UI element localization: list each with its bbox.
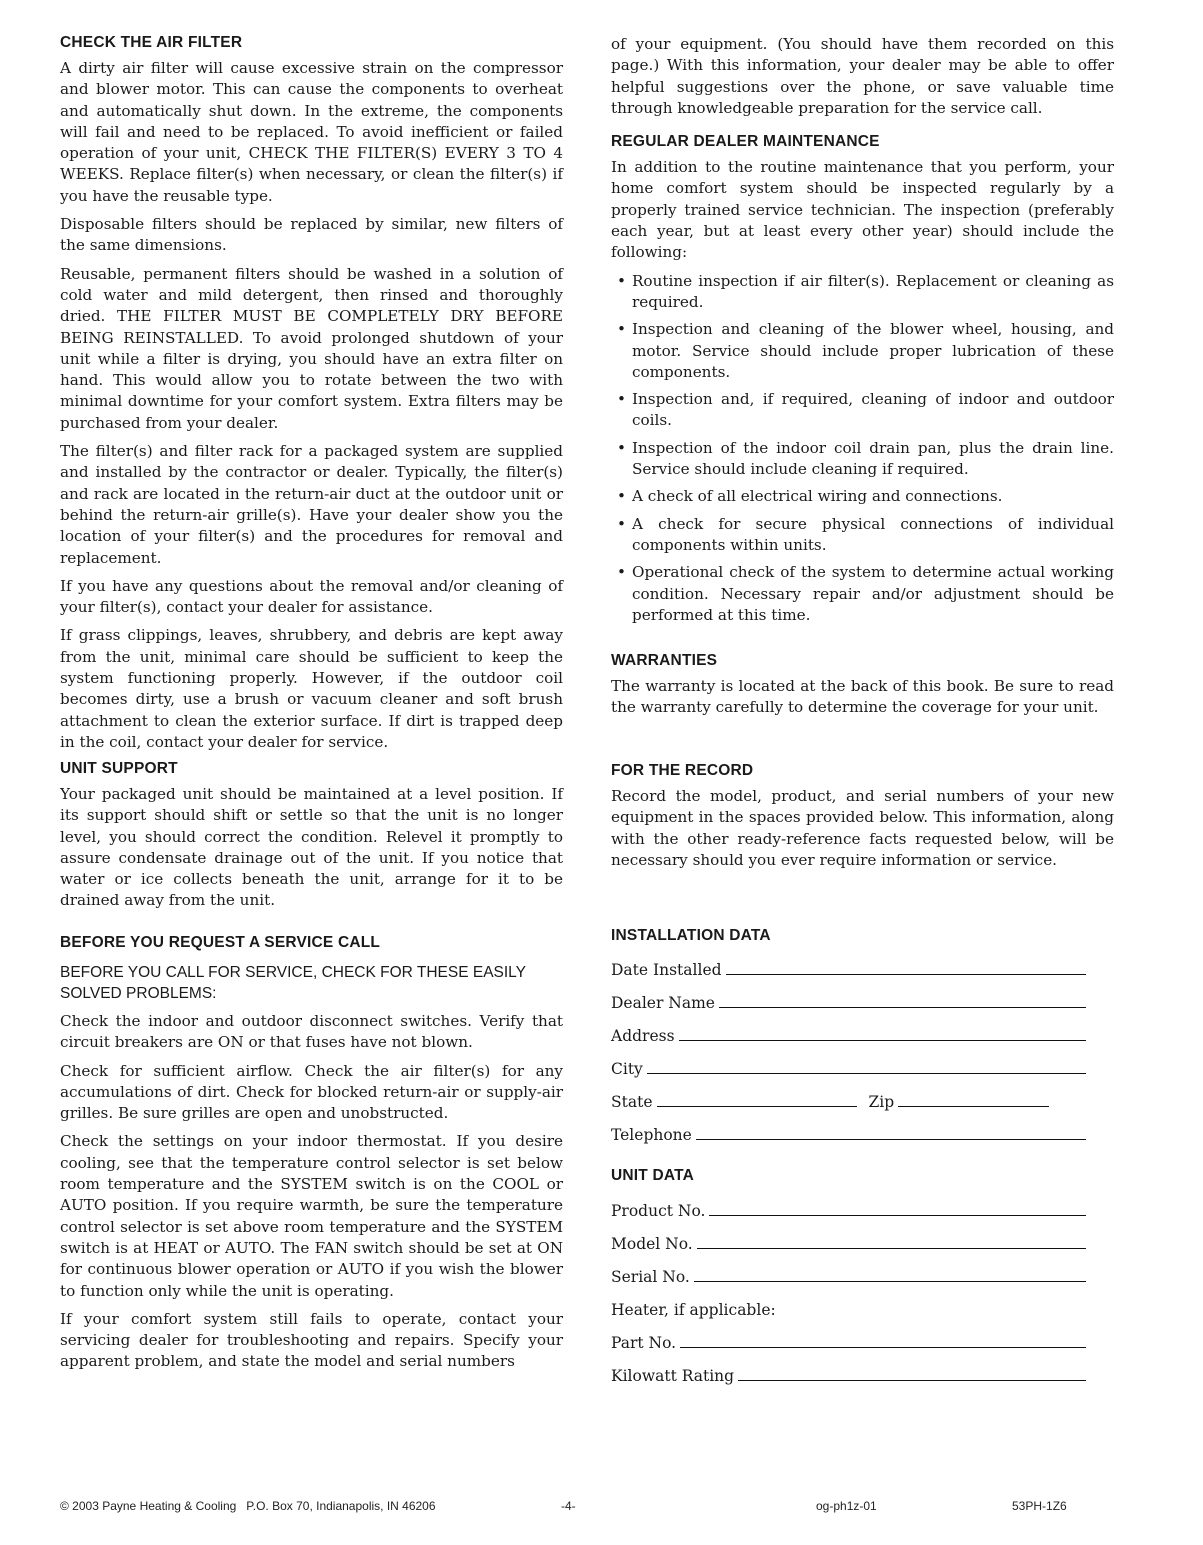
record-paragraph: Record the model, product, and serial numbers of your new equipment in the spaces provided below. This information, along with the other ready-reference facts requested below, will be necessary should you ever require information or service. (611, 787, 1114, 869)
data-form (611, 927, 1114, 1447)
kilowatt-rating-line[interactable] (738, 1380, 1086, 1381)
address-label: Address (611, 1027, 675, 1045)
state-line[interactable] (657, 1106, 857, 1107)
filter-paragraph-3: Reusable, permanent filters should be washed in a solution of cold water and mild detergent, then rinsed and thoroughly dried. THE FILTER MUST BE COMPLETELY DRY BEFORE BEING REINSTALLED. To avoid prolonged shutdown of your unit while a filter is drying, you should have an extra filter on hand. This would allow you to rotate between the two with minimal downtime for your comfort system. Extra filters may be purchased from your dealer. (60, 264, 563, 432)
support-paragraph: Your packaged unit should be maintained at a level position. If its support should shift or settle so that the unit is no longer level, you should correct the condition. Relevel it promptly to assure condensate drainage out of the unit. If you notice that water or ice collects beneath the unit, arrange for it to be drained away from the unit. (60, 785, 563, 910)
part-no-label: Part No. (611, 1334, 677, 1352)
record-section (611, 762, 1114, 878)
filter-heading: CHECK THE AIR FILTER (60, 34, 243, 51)
footer-copyright: © 2003 Payne Heating & Cooling P.O. Box 70, Indianapolis, IN 46206 (60, 1499, 436, 1513)
service-paragraph-3: Check the settings on your indoor thermostat. If you desire cooling, see that the temperature control selector is set below room temperature and the SYSTEM switch is on the COOL or AUTO position. If you require warmth, be sure the temperature control selector is set above room temperature and the SYSTEM switch is at HEAT or AUTO. The FAN switch should be set at ON for continuous blower operation or AUTO if you wish the blower to function only while the unit is operating. (60, 1132, 563, 1300)
continued-paragraph: of your equipment. (You should have them recorded on this page.) With this information, your dealer may be able to offer helpful suggestions over the phone, or save valuable time through knowledgeable preparation for the service call. (611, 35, 1114, 117)
record-heading: FOR THE RECORD (611, 762, 754, 779)
list-item: • A check for secure physical connections of individual components within units. (611, 514, 1114, 557)
list-item: • Inspection of the indoor coil drain pan, plus the drain line. Service should include cleaning if required. (611, 438, 1114, 481)
warranties-section (611, 652, 1114, 726)
maintenance-paragraph: In addition to the routine maintenance that you perform, your home comfort system should be inspected regularly by a properly trained service technician. The inspection (preferably each year, but at least every other year) should include the following: (611, 158, 1114, 262)
footer-doc-code: og-ph1z-01 (816, 1499, 877, 1513)
maintenance-list (611, 271, 1114, 626)
state-label: State (611, 1093, 653, 1111)
model-no-line[interactable] (697, 1248, 1086, 1249)
dealer-name-line[interactable] (719, 1007, 1086, 1008)
service-section (60, 934, 563, 1380)
heater-label-row (611, 1297, 1086, 1319)
warranties-paragraph: The warranty is located at the back of this book. Be sure to read the warranty carefully to determine the coverage for your unit. (611, 677, 1114, 717)
dealer-name-field[interactable] (611, 990, 1086, 1012)
city-label: City (611, 1060, 643, 1078)
unit-support-section (60, 760, 563, 919)
unit-data-heading: UNIT DATA (611, 1167, 695, 1184)
product-no-label: Product No. (611, 1202, 706, 1220)
filter-paragraph-1: A dirty air filter will cause excessive strain on the compressor and blower motor. This can cause the components to overheat and automatically shut down. In the extreme, the components will fail and need to be replaced. To avoid inefficient or failed operation of your unit, CHECK THE FILTER(S) EVERY 3 TO 4 WEEKS. Replace filter(s) when necessary, or clean the filter(s) if you have the reusable type. (60, 59, 563, 205)
filter-paragraph-2: Disposable filters should be replaced by similar, new filters of the same dimensions. (60, 215, 563, 255)
telephone-line[interactable] (696, 1139, 1086, 1140)
warranties-heading: WARRANTIES (611, 652, 718, 669)
product-no-line[interactable] (709, 1215, 1086, 1216)
date-installed-label: Date Installed (611, 961, 722, 979)
serial-no-line[interactable] (694, 1281, 1086, 1282)
address-field[interactable] (611, 1023, 1086, 1045)
list-item: • Inspection and cleaning of the blower wheel, housing, and motor. Service should include proper lubrication of these components. (611, 319, 1114, 383)
zip-label: Zip (868, 1093, 895, 1111)
part-no-field[interactable] (611, 1330, 1086, 1352)
footer-page-number: -4- (561, 1499, 576, 1513)
list-item: • A check of all electrical wiring and connections. (611, 486, 1114, 507)
list-item: • Operational check of the system to determine actual working condition. Necessary repair and/or adjustment should be performed at this time. (611, 562, 1114, 626)
dealer-name-label: Dealer Name (611, 994, 715, 1012)
date-installed-line[interactable] (726, 974, 1086, 975)
part-no-line[interactable] (680, 1347, 1086, 1348)
telephone-label: Telephone (611, 1126, 692, 1144)
model-no-field[interactable] (611, 1231, 1086, 1253)
product-no-field[interactable] (611, 1198, 1086, 1220)
service-paragraph-4: If your comfort system still fails to operate, contact your servicing dealer for troubleshooting and repairs. Specify your apparent problem, and state the model and serial numbers (60, 1309, 563, 1371)
installation-heading: INSTALLATION DATA (611, 927, 771, 944)
city-field[interactable] (611, 1056, 1086, 1078)
heater-label: Heater, if applicable: (611, 1301, 776, 1319)
zip-line[interactable] (898, 1106, 1049, 1107)
model-no-label: Model No. (611, 1235, 693, 1253)
telephone-field[interactable] (611, 1122, 1086, 1144)
list-item: • Routine inspection if air filter(s). Replacement or cleaning as required. (611, 271, 1114, 314)
state-zip-field[interactable] (611, 1089, 1049, 1111)
service-heading: BEFORE YOU REQUEST A SERVICE CALL (60, 934, 381, 951)
footer-model-code: 53PH-1Z6 (1012, 1499, 1067, 1513)
service-paragraph-2: Check for sufficient airflow. Check the air filter(s) for any accumulations of dirt. Check for blocked return-air or supply-air grilles. Be sure grilles are open and unobstructed. (60, 1061, 563, 1123)
list-item: • Inspection and, if required, cleaning of indoor and outdoor coils. (611, 389, 1114, 432)
maintenance-heading: REGULAR DEALER MAINTENANCE (611, 133, 880, 151)
address-line[interactable] (679, 1040, 1086, 1041)
kilowatt-rating-field[interactable] (611, 1363, 1086, 1385)
right-column (611, 34, 1114, 633)
service-subheading: BEFORE YOU CALL FOR SERVICE, CHECK FOR THESE EASILY SOLVED PROBLEMS: (60, 964, 526, 1002)
filter-paragraph-6: If grass clippings, leaves, shrubbery, and debris are kept away from the unit, minimal care should be sufficient to keep the system functioning properly. However, if the outdoor coil becomes dirty, use a brush or vacuum cleaner and soft brush attachment to clean the exterior surface. If dirt is trapped deep in the coil, contact your dealer for service. (60, 626, 563, 751)
serial-no-label: Serial No. (611, 1268, 690, 1286)
service-paragraph-1: Check the indoor and outdoor disconnect switches. Verify that circuit breakers are ON or that fuses have not blown. (60, 1012, 563, 1052)
serial-no-field[interactable] (611, 1264, 1086, 1286)
kilowatt-rating-label: Kilowatt Rating (611, 1367, 735, 1385)
support-heading: UNIT SUPPORT (60, 760, 178, 777)
left-column (60, 34, 563, 760)
city-line[interactable] (647, 1073, 1086, 1074)
filter-paragraph-5: If you have any questions about the removal and/or cleaning of your filter(s), contact your dealer for assistance. (60, 576, 563, 617)
date-installed-field[interactable] (611, 957, 1086, 979)
filter-paragraph-4: The filter(s) and filter rack for a packaged system are supplied and installed by the contractor or dealer. Typically, the filter(s) and rack are located in the return-air duct at the outdoor unit or behind the return-air grille(s). Have your dealer show you the location of your filter(s) and the procedures for removal and replacement. (60, 442, 563, 567)
